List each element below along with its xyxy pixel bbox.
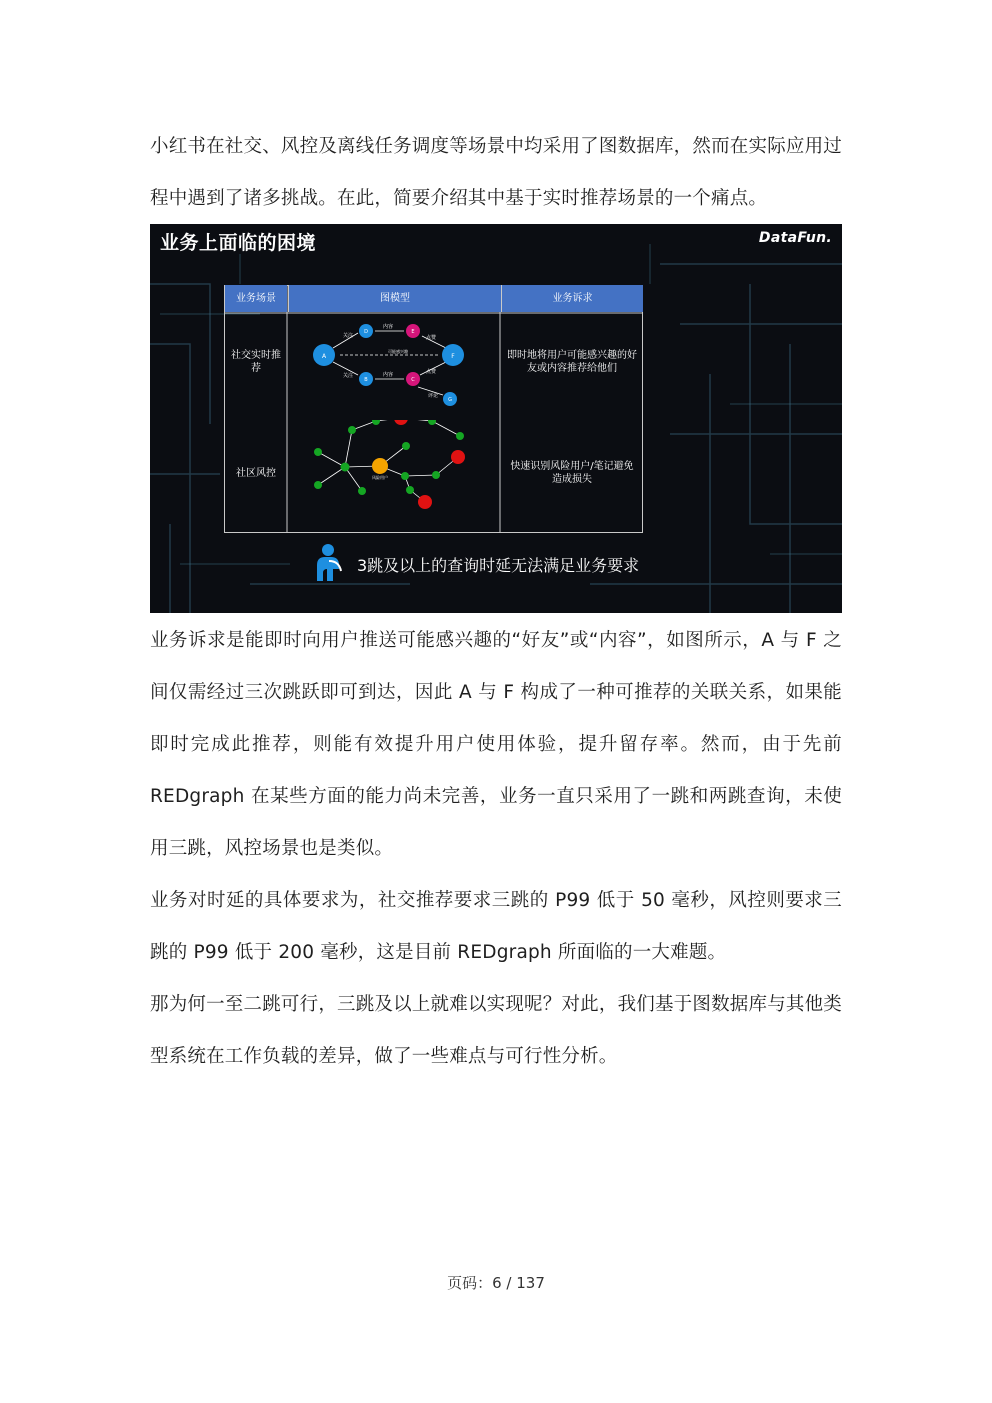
- risk-node-red: [451, 450, 465, 464]
- row-social-scenario: 社交实时推荐: [231, 350, 281, 374]
- risk-node-center: [372, 458, 388, 474]
- edge-label-follow-2: 关注: [343, 373, 354, 379]
- risk-node: [341, 463, 350, 472]
- edge-label-like-1: 点赞: [426, 335, 437, 341]
- table-header-scenario: 业务场景: [225, 285, 287, 312]
- edge-label-content-2: 内容: [383, 372, 394, 378]
- edge-label-content-1: 内容: [383, 324, 394, 330]
- node-label-g: G: [448, 397, 452, 403]
- risk-node: [314, 481, 322, 489]
- edge-label-follow-1: 关注: [343, 333, 354, 339]
- row-risk-scenario: 社区风控: [236, 468, 276, 479]
- paragraph-analysis: 那为何一至二跳可行，三跳及以上就难以实现呢？对此，我们基于图数据库与其他类型系统在工作负载的差异，做了一些难点与可行性分析。: [150, 994, 842, 1067]
- paragraph-demand: 业务诉求是能即时向用户推送可能感兴趣的“好友”或“内容”，如图所示，A 与 F 之间仅需经过三次跳跃即可到达，因此 A 与 F 构成了一种可推荐的关联关系，如果能即时完成此推荐，则能有效提升用户使用体验，提升留存率。然而，由于先前 REDgraph 在某些方面的能力尚未完善，业务一直只采用了一跳和两跳查询，未使用三跳，风控场景也是类似。: [150, 630, 842, 859]
- stressed-person-icon: [313, 543, 343, 583]
- paragraph-intro: 小红书在社交、风控及离线任务调度等场景中均采用了图数据库，然而在实际应用过程中遇到了诸多挑战。在此，简要介绍其中基于实时推荐场景的一个痛点。: [150, 136, 842, 209]
- risk-node: [456, 432, 464, 440]
- row-risk-demand: 快速识别风险用户/笔记避免造成损失: [510, 461, 634, 485]
- table-header-graph-model: 图模型: [288, 285, 501, 312]
- node-label-e: E: [411, 329, 415, 335]
- risk-center-label: 风险用户: [372, 475, 388, 480]
- risk-node-red: [418, 495, 432, 509]
- risk-node: [428, 420, 436, 425]
- risk-node: [402, 442, 410, 450]
- risk-node-red: [394, 420, 408, 425]
- social-graph: [288, 315, 500, 435]
- risk-node: [372, 420, 380, 425]
- node-label-f: F: [451, 353, 455, 360]
- node-label-a: A: [321, 353, 327, 360]
- edge-label-maybe-interested: 可能感兴趣: [388, 349, 408, 354]
- node-label-c: C: [411, 377, 415, 383]
- caption-text: 3跳及以上的查询时延无法满足业务要求: [357, 556, 640, 575]
- risk-node: [401, 472, 409, 480]
- risk-node: [406, 486, 414, 494]
- risk-node: [358, 487, 366, 495]
- edge-label-comment: 评论: [428, 393, 439, 399]
- table-header-demand: 业务诉求: [501, 285, 643, 312]
- node-label-d: D: [364, 329, 368, 335]
- node-label-b: B: [364, 377, 368, 383]
- risk-node: [432, 471, 440, 479]
- row-social-demand: 即时地将用户可能感兴趣的好友或内容推荐给他们: [507, 350, 637, 374]
- slide-figure: [150, 224, 842, 613]
- datafun-logo: DataFun.: [758, 230, 832, 246]
- risk-node: [314, 448, 322, 456]
- risk-node: [348, 426, 356, 434]
- paragraph-latency: 业务对时延的具体要求为，社交推荐要求三跳的 P99 低于 50 毫秒，风控则要求三跳的 P99 低于 200 毫秒，这是目前 REDgraph 所面临的一大难题。: [150, 890, 842, 963]
- edge-label-like-2: 点赞: [426, 369, 437, 375]
- page-number: 页码：6 / 137: [447, 1274, 545, 1292]
- scenario-table: [224, 285, 643, 533]
- slide-title: 业务上面临的困境: [160, 232, 317, 254]
- risk-graph: [288, 420, 500, 530]
